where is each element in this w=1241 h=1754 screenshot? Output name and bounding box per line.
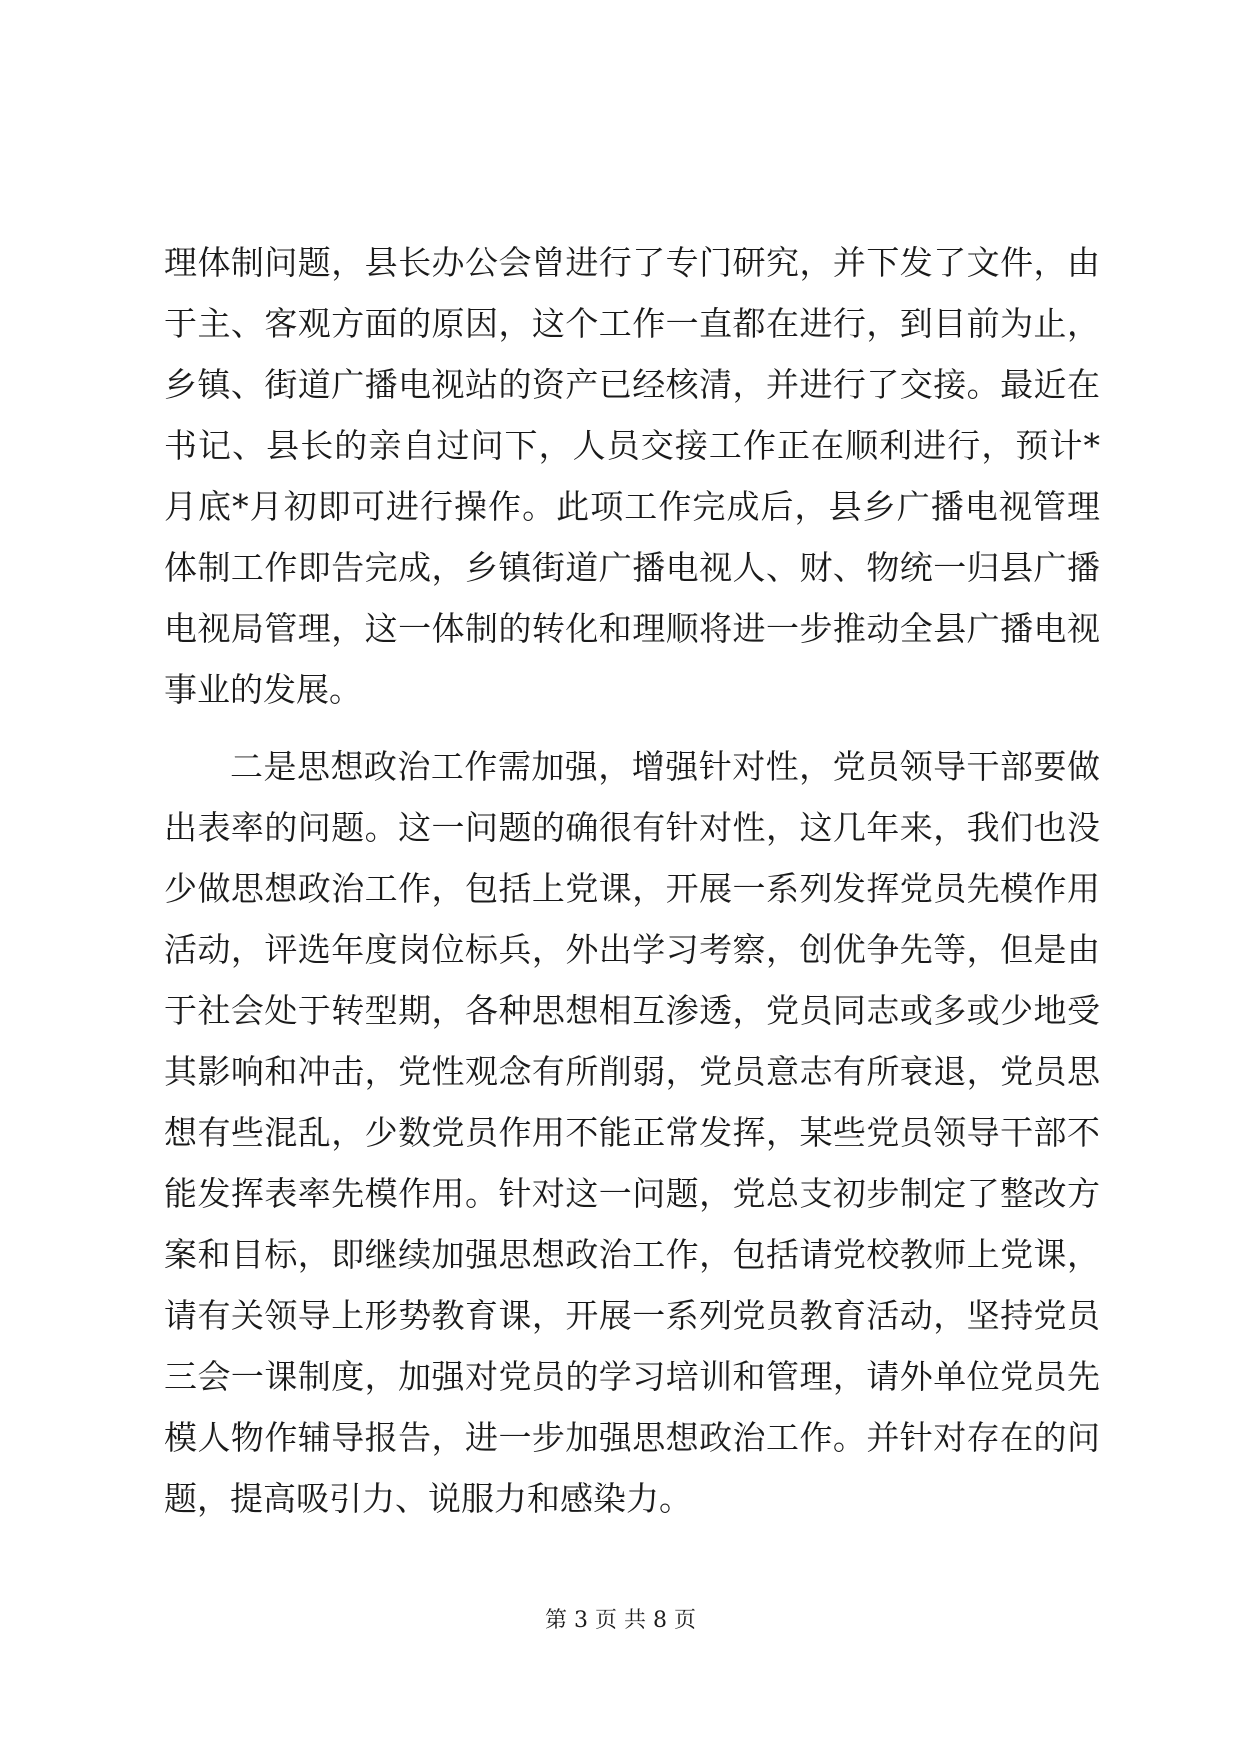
text-line: 电视局管理，这一体制的转化和理顺将进一步推动全县广播电视 (164, 609, 1100, 648)
text-line: 书记、县长的亲自过问下，人员交接工作正在顺利进行，预计* (164, 426, 1100, 465)
text-line: 模人物作辅导报告，进一步加强思想政治工作。并针对存在的问 (164, 1418, 1100, 1457)
text-line: 其影响和冲击，党性观念有所削弱，党员意志有所衰退，党员思 (164, 1052, 1100, 1091)
text-line: 案和目标，即继续加强思想政治工作，包括请党校教师上党课， (164, 1235, 1100, 1274)
text-line: 出表率的问题。这一问题的确很有针对性，这几年来，我们也没 (164, 808, 1100, 847)
paragraph (164, 232, 1100, 720)
text-line: 二是思想政治工作需加强，增强针对性，党员领导干部要做 (230, 747, 1100, 786)
text-line: 理体制问题，县长办公会曾进行了专门研究，并下发了文件，由 (164, 243, 1100, 282)
text-line: 能发挥表率先模作用。针对这一问题，党总支初步制定了整改方 (164, 1174, 1100, 1213)
text-line: 于主、客观方面的原因，这个工作一直都在进行，到目前为止， (164, 304, 1100, 343)
text-line: 事业的发展。 (164, 670, 362, 709)
text-line: 想有些混乱，少数党员作用不能正常发挥，某些党员领导干部不 (164, 1113, 1100, 1152)
text-line: 少做思想政治工作，包括上党课，开展一系列发挥党员先模作用 (164, 869, 1100, 908)
text-line: 于社会处于转型期，各种思想相互渗透，党员同志或多或少地受 (164, 991, 1100, 1030)
text-line: 乡镇、街道广播电视站的资产已经核清，并进行了交接。最近在 (164, 365, 1100, 404)
text-line: 体制工作即告完成，乡镇街道广播电视人、财、物统一归县广播 (164, 548, 1100, 587)
text-line: 请有关领导上形势教育课，开展一系列党员教育活动，坚持党员 (164, 1296, 1100, 1335)
paragraph-gap (164, 720, 1100, 736)
text-line: 三会一课制度，加强对党员的学习培训和管理，请外单位党员先 (164, 1357, 1100, 1396)
text-line: 活动，评选年度岗位标兵，外出学习考察，创优争先等，但是由 (164, 930, 1100, 969)
text-line: 月底*月初即可进行操作。此项工作完成后，县乡广播电视管理 (164, 487, 1100, 526)
page-footer: 第 3 页 共 8 页 (545, 1608, 696, 1633)
document-body (164, 232, 1100, 1529)
text-line: 题，提高吸引力、说服力和感染力。 (164, 1479, 692, 1518)
paragraph (164, 736, 1100, 1529)
